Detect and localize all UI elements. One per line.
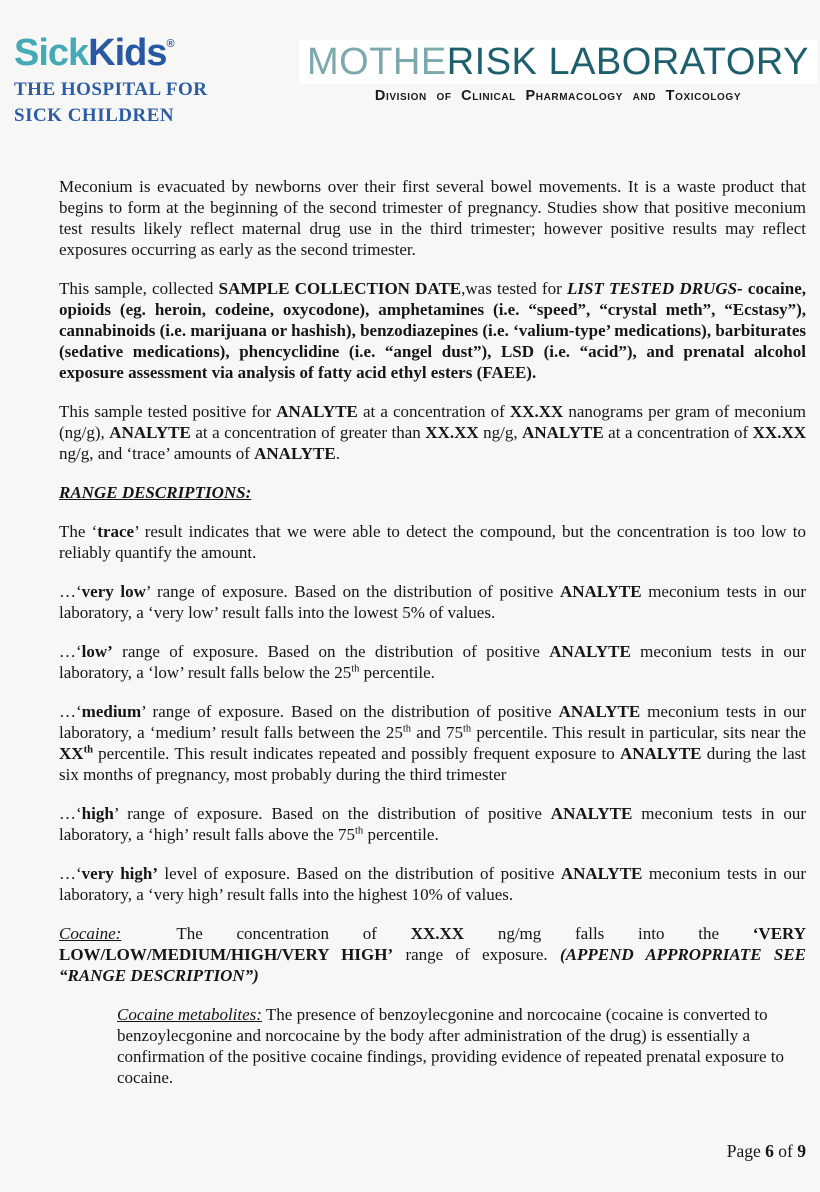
very-high-description: …‘very high’ level of exposure. Based on the distribution of positive ANALYTE meconium tests in our laboratory, a ‘very high’ result falls into the highest 10% of values.	[59, 864, 806, 904]
page-footer	[727, 1141, 806, 1162]
registered-trademark-icon: ®	[166, 38, 175, 50]
very-low-description: …‘very low’ range of exposure. Based on the distribution of positive ANALYTE meconium tests in our laboratory, a ‘very low’ result falls into the lowest 5% of values.	[59, 582, 806, 622]
high-description: …‘high’ range of exposure. Based on the distribution of positive ANALYTE meconium tests in our laboratory, a ‘high’ result falls above the 75th percentile.	[59, 804, 806, 844]
hospital-subtitle-line1: THE HOSPITAL FOR	[14, 79, 208, 100]
hospital-subtitle-line2: SICK CHILDREN	[14, 104, 175, 126]
sickkids-word-sick: Sick	[14, 32, 89, 74]
results-paragraph: This sample tested positive for ANALYTE at a concentration of XX.XX nanograms per gram of meconium (ng/g), ANALYTE at a concentration of greater than XX.XX ng/g, ANALYTE at a concentration of XX.XX ng/g, and ‘trace’ amounts of ANALYTE.	[59, 402, 807, 463]
medium-description: …‘medium’ range of exposure. Based on the distribution of positive ANALYTE meconium tests in our laboratory, a ‘medium’ result falls between the 25th and 75th percentile. This result in particular, sits near the XXth percentile. This result indicates repeated and possibly frequent exposure to ANALYTE during the last six months of pregnancy, most probably during the third trimester	[59, 702, 806, 784]
range-descriptions-heading: RANGE DESCRIPTIONS:	[59, 483, 252, 502]
trace-description: The ‘trace’ result indicates that we were able to detect the compound, but the concentration is too low to reliably quantify the amount.	[59, 522, 806, 562]
page-separator: of	[773, 1141, 798, 1161]
document-body	[59, 176, 806, 1106]
motherisk-logo	[299, 40, 817, 84]
division-subtitle: Division of Clinical Pharmacology and Toxicology	[374, 88, 742, 104]
page-label: Page	[726, 1141, 766, 1161]
low-description: …‘low’ range of exposure. Based on the distribution of positive ANALYTE meconium tests in our laboratory, a ‘low’ result falls below the 25th percentile.	[59, 642, 806, 682]
motherisk-wordmark-mothe: MOTHE	[306, 41, 447, 83]
sample-tested-paragraph: This sample, collected SAMPLE COLLECTION DATE,was tested for LIST TESTED DRUGS- cocaine, opioids (eg. heroin, codeine, oxycodone), amphetamines (i.e. “speed”, “crystal meth”, “Ecstasy”), cannabinoids (i.e. marijuana or hashish), benzodiazepines (i.e. ‘valium-type’ medications), barbiturates (sedative medications), phencyclidine (i.e. “angel dust”), LSD (i.e. “acid”), and prenatal alcohol exposure assessment via analysis of fatty acid ethyl esters (FAEE).	[59, 279, 807, 382]
sickkids-word-kids: Kids	[88, 32, 167, 74]
sickkids-logo	[14, 34, 207, 128]
page-number: 6	[765, 1141, 774, 1161]
motherisk-wordmark-risk-laboratory: RISK LABORATORY	[446, 41, 809, 83]
hospital-subtitle	[14, 77, 207, 128]
motherisk-wordmark	[307, 43, 809, 81]
sickkids-wordmark	[14, 34, 207, 72]
total-pages: 9	[797, 1141, 806, 1161]
cocaine-result-paragraph: Cocaine: The concentration of XX.XX ng/mg falls into the ‘VERY LOW/LOW/MEDIUM/HIGH/VERY HIGH’ range of exposure. (APPEND APPROPRIATE SEE “RANGE DESCRIPTION”)	[59, 924, 806, 985]
intro-paragraph: Meconium is evacuated by newborns over their first several bowel movements. It is a waste product that begins to form at the beginning of the second trimester of pregnancy. Studies show that positive meconium test results likely reflect maternal drug use in the third trimester; however positive results may reflect exposures occurring as early as the second trimester.	[59, 177, 806, 259]
cocaine-metabolites-paragraph: Cocaine metabolites: The presence of benzoylecgonine and norcocaine (cocaine is converted to benzoylecgonine and norcocaine by the body after administration of the drug) is essentially a confirmation of the positive cocaine findings, providing evidence of repeated prenatal exposure to cocaine.	[117, 1005, 785, 1087]
